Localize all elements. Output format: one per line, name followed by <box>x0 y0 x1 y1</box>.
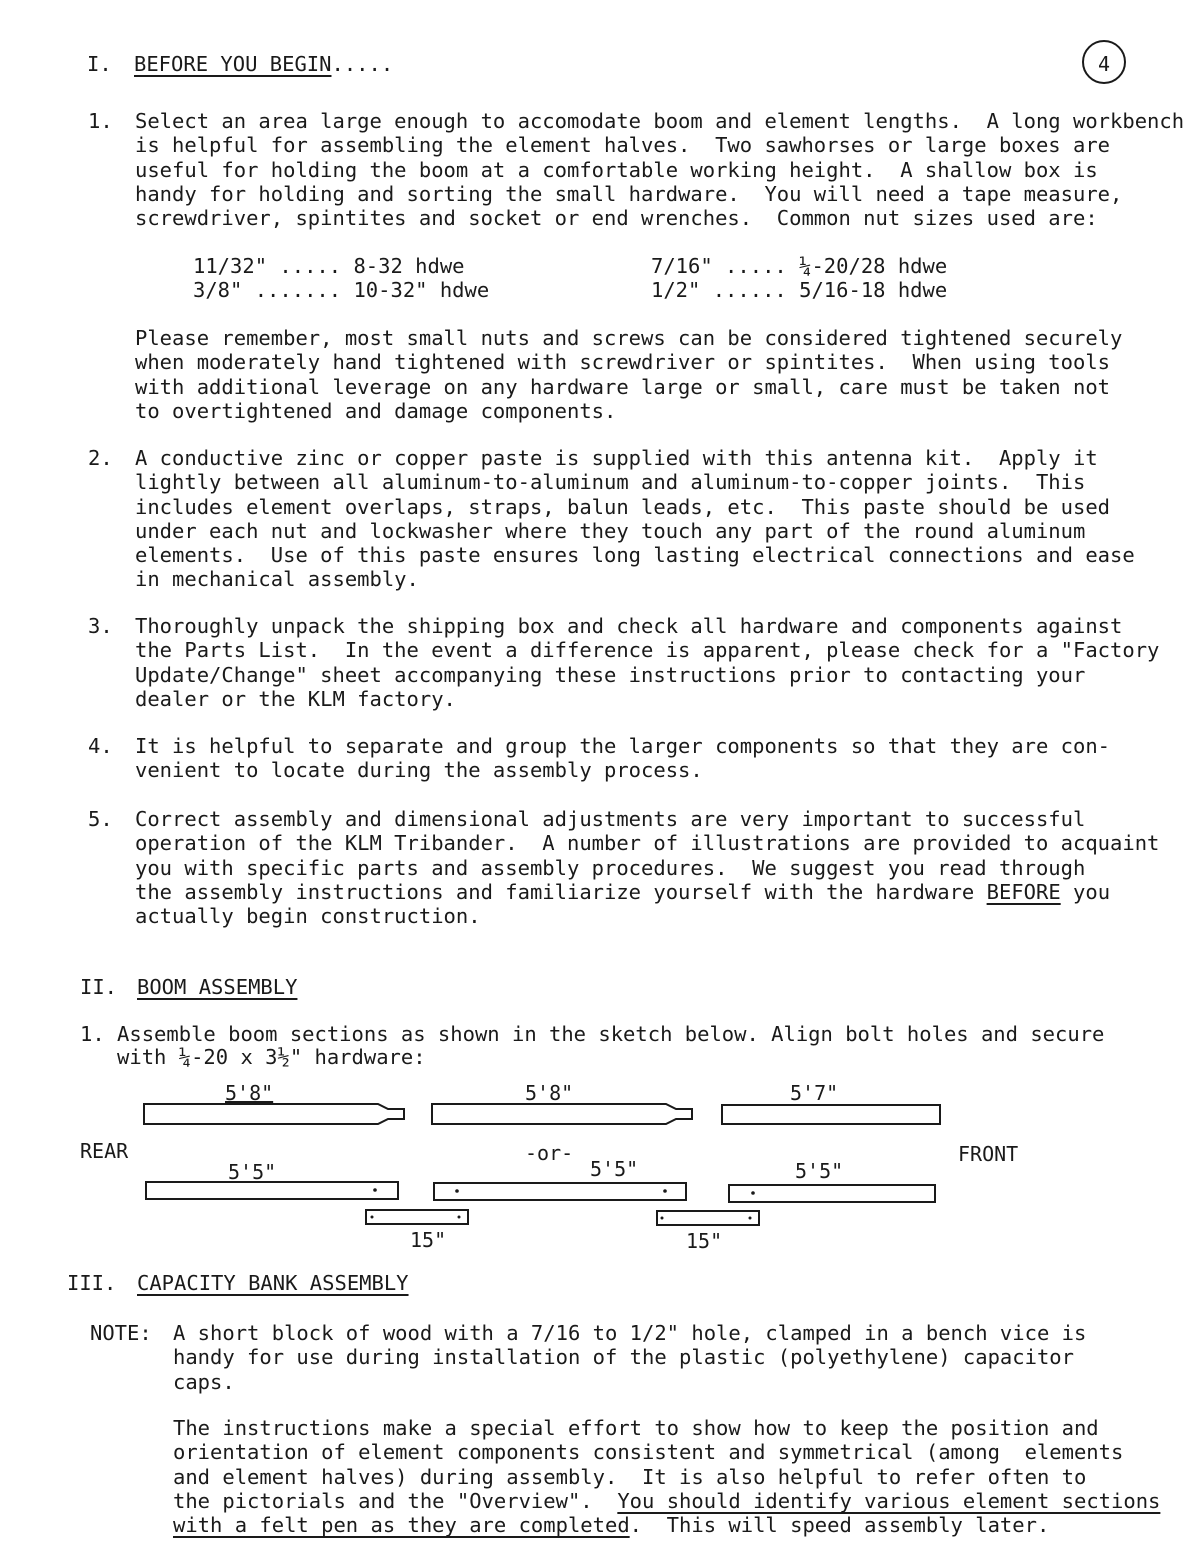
top-length-2: 5'8" <box>525 1081 574 1105</box>
item2-line: lightly between all aluminum-to-aluminum and aluminum-to-copper joints. This <box>135 470 1086 495</box>
instructions-paragraph <box>173 1416 1160 1537</box>
capacitor-note-line: caps. <box>173 1369 235 1394</box>
bolt-hole <box>751 1191 755 1195</box>
item3-line: the Parts List. In the event a difference is apparent, please check for a "Factory <box>135 638 1160 663</box>
item4-number: 4. <box>88 734 113 758</box>
item1-number: 1. <box>88 109 113 133</box>
item2-line: includes element overlaps, straps, balun leads, etc. This paste should be used <box>135 494 1111 519</box>
bottom-length-1: 5'5" <box>228 1160 277 1184</box>
identify-sections-emphasis: You should identify various element sections <box>617 1488 1161 1513</box>
item1-line: is helpful for assembling the element halves. Two sawhorses or large boxes are <box>135 133 1111 158</box>
note-line: with additional leverage on any hardware large or small, care must be taken not <box>135 374 1111 399</box>
top-length-3: 5'7" <box>790 1081 839 1105</box>
boom-section-front-bottom <box>729 1185 935 1202</box>
item1-line: useful for holding the boom at a comfortable working height. A shallow box is <box>135 157 1098 182</box>
bolt-hole <box>663 1189 667 1193</box>
item1-line: screwdriver, spintites and socket or end wrenches. Common nut sizes used are: <box>135 206 1098 231</box>
section2-title: BOOM ASSEMBLY <box>137 975 298 999</box>
note-label: NOTE: <box>90 1321 152 1345</box>
page-number-badge: 4 <box>1082 40 1126 84</box>
bottom-length-2: 5'5" <box>590 1157 639 1181</box>
item5-line: Correct assembly and dimensional adjustments are very important to successful <box>135 807 1086 831</box>
bolt-hole <box>455 1189 459 1193</box>
section2-step-line: 1. Assemble boom sections as shown in the sketch below. Align bolt holes and secure <box>80 1022 1105 1046</box>
item5-line: you with specific parts and assembly procedures. We suggest you read through <box>135 855 1086 880</box>
nut-size-2: 3/8" ....... 10-32" hdwe <box>193 278 490 302</box>
instructions-line: orientation of element components consistent and symmetrical (among elements <box>173 1440 1124 1465</box>
item3-line: dealer or the KLM factory. <box>135 686 456 711</box>
item1-line: handy for holding and sorting the small hardware. You will need a tape measure, <box>135 181 1123 206</box>
item2-line: A conductive zinc or copper paste is supplied with this antenna kit. Apply it <box>135 446 1098 470</box>
instructions-line5-after: . This will speed assembly later. <box>629 1513 1050 1538</box>
bolt-hole <box>661 1217 664 1220</box>
felt-pen-emphasis: with a felt pen as they are completed <box>173 1513 630 1538</box>
note-line: when moderately hand tightened with screwdriver or spintites. When using tools <box>135 350 1111 375</box>
capacitor-note-line: handy for use during installation of the plastic (polyethylene) capacitor <box>173 1345 1074 1370</box>
boom-section-rear-bottom <box>146 1182 398 1199</box>
section2-step-line: with ¼-20 x 3½" hardware: <box>80 1045 426 1069</box>
boom-section-front-top <box>722 1105 940 1124</box>
before-emphasis: BEFORE <box>986 879 1061 904</box>
bolt-hole <box>371 1216 374 1219</box>
section3-numeral: III. <box>67 1271 117 1295</box>
top-length-1: 5'8" <box>225 1081 274 1105</box>
section1-title-suffix: ..... <box>331 52 394 76</box>
section1-numeral: I. <box>87 52 112 76</box>
item3-number: 3. <box>88 614 113 638</box>
bolt-hole <box>749 1217 752 1220</box>
instructions-line4-before: the pictorials and the "Overview". <box>173 1488 618 1513</box>
item5-number: 5. <box>88 807 113 831</box>
boom-coupler-2 <box>657 1211 759 1225</box>
capacitor-note <box>173 1321 1086 1394</box>
or-label: -or- <box>525 1141 574 1165</box>
instructions-line <box>173 1489 1160 1513</box>
item5-line4-after: you <box>1060 879 1111 904</box>
rear-label: REAR <box>80 1139 129 1163</box>
nut-size-1: 11/32" ..... 8-32 hdwe <box>193 254 465 278</box>
front-label: FRONT <box>958 1142 1019 1166</box>
item5-line: operation of the KLM Tribander. A number of illustrations are provided to acquaint <box>135 831 1160 856</box>
coupler-length-2: 15" <box>686 1229 723 1253</box>
item4-line: It is helpful to separate and group the larger components so that they are con- <box>135 734 1111 758</box>
coupler-length-1: 15" <box>410 1228 447 1252</box>
note-line: to overtightened and damage components. <box>135 398 617 423</box>
item2-line: under each nut and lockwasher where they touch any part of the round aluminum <box>135 518 1086 543</box>
boom-coupler-1 <box>366 1210 468 1224</box>
boom-section-center-bottom <box>434 1183 686 1200</box>
item3-line: Thoroughly unpack the shipping box and check all hardware and components against <box>135 614 1123 638</box>
instructions-line: The instructions make a special effort to show how to keep the position and <box>173 1416 1099 1440</box>
note-line: Please remember, most small nuts and screws can be considered tightened securely <box>135 326 1123 350</box>
nut-size-4: 1/2" ...... 5/16-18 hdwe <box>651 278 948 302</box>
section3-title: CAPACITY BANK ASSEMBLY <box>137 1271 409 1295</box>
bolt-hole <box>373 1188 377 1192</box>
section1-title-text: BEFORE YOU BEGIN <box>134 52 332 76</box>
item3-line: Update/Change" sheet accompanying these instructions prior to contacting your <box>135 662 1086 687</box>
item1-line: Select an area large enough to accomodate boom and element lengths. A long workbench <box>135 109 1185 133</box>
item4-line: venient to locate during the assembly process. <box>135 758 703 783</box>
section2-numeral: II. <box>80 975 118 999</box>
bottom-length-3: 5'5" <box>795 1159 844 1183</box>
boom-section-center-top <box>432 1104 692 1124</box>
item2-number: 2. <box>88 446 113 470</box>
instructions-line: and element halves) during assembly. It is also helpful to refer often to <box>173 1464 1087 1489</box>
capacitor-note-line: A short block of wood with a 7/16 to 1/2" hole, clamped in a bench vice is <box>173 1321 1087 1345</box>
instructions-line <box>173 1513 1160 1537</box>
item5-line4-before: the assembly instructions and familiarize yourself with the hardware <box>135 879 987 904</box>
item2-line: elements. Use of this paste ensures long lasting electrical connections and ease <box>135 543 1135 568</box>
nut-size-3: 7/16" ..... ¼-20/28 hdwe <box>651 254 948 278</box>
boom-section-rear-top <box>144 1104 404 1124</box>
item5-line: actually begin construction. <box>135 904 481 929</box>
bolt-hole <box>458 1216 461 1219</box>
item2-line: in mechanical assembly. <box>135 567 419 592</box>
